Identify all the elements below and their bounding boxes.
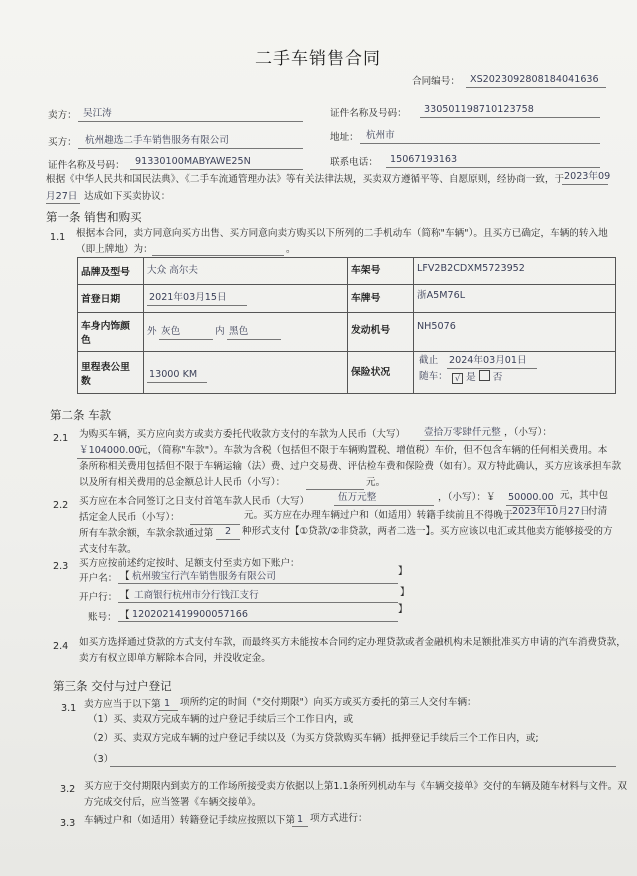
address-value: 杭州市 [366, 130, 395, 141]
p21-line3: 条所称相关费用包括但不限于车辆运输（法）费、过户交易费、评估检车费和保险费（如有）。双方特此确认，买方应该承担车款 [79, 461, 622, 472]
mileage-label-2: 数 [81, 376, 91, 387]
preamble-date-2: 月27日 [46, 191, 78, 202]
insurance-until-date: 2024年03月01日 [449, 355, 527, 366]
p31-num: 3.1 [61, 703, 77, 714]
vin-label: 车架号 [351, 265, 381, 276]
p21-num: 2.1 [53, 433, 69, 444]
address-label: 地址： [330, 132, 359, 143]
article1-title: 第一条 销售和购买 [46, 210, 142, 224]
p22-line2-c: 付清 [588, 506, 608, 517]
engine-label: 发动机号 [351, 325, 391, 336]
account-label: 账号： [88, 612, 117, 623]
yes-label: 是 [466, 372, 476, 383]
exterior-prefix: 外 [147, 326, 157, 337]
color-label-1: 车身内饰颜 [81, 321, 130, 332]
insurance-label: 保险状况 [351, 367, 391, 378]
yes-checkbox[interactable]: √ [452, 373, 463, 384]
p24-line1: 如买方选择通过贷款的方式支付车款，而最终买方未能按本合同约定办理贷款或者金融机构未足额批准买方申请的汽车消费贷款， [79, 637, 626, 648]
reg-date-value: 2021年03月15日 [149, 292, 227, 303]
p21-line4-end: 元。 [366, 477, 386, 488]
bank-value: 工商银行杭州市分行钱江支行 [134, 590, 259, 601]
p22-first-upper: 伍万元整 [338, 492, 377, 503]
color-label-2: 色 [81, 335, 91, 346]
interior-color: 黑色 [229, 326, 249, 337]
payee-label: 开户名： [79, 573, 118, 584]
buyer-id-label: 证件名称及号码： [48, 160, 125, 171]
no-label: 否 [492, 372, 503, 383]
p22-line1-b: ，（小写）：￥ [438, 492, 496, 503]
p21-line2: 元，（简称"车款"）。车款为含税（包括但不限于车辆购置税、增值税）车价，但不包含车辆的任何相关费用。本 [138, 445, 608, 456]
p24-line2: 卖方有权立即单方解除本合同，并没收定金。 [79, 653, 271, 664]
p33-line1-a: 车辆过户和（如适用）转籍登记手续应按照以下第 [84, 815, 296, 826]
p21-line1-b: ，（小写）： [504, 427, 552, 438]
p31-opt3: （3） [88, 754, 114, 765]
bank-bracket-open: 【 [120, 590, 130, 601]
interior-prefix: 内 [215, 326, 225, 337]
vehicle-info-table [77, 257, 616, 394]
reg-date-label: 首登日期 [81, 294, 121, 305]
p22-num: 2.2 [53, 500, 69, 511]
contract-no-value: XS2023092808184041636 [470, 74, 599, 85]
preamble-line2: 达成如下买卖协议： [84, 191, 171, 202]
payee-bracket-close: 】 [398, 566, 408, 577]
p21-amount-lower: ￥104000.00 [79, 445, 141, 456]
p11-num: 1.1 [50, 232, 66, 243]
article3-title: 第三条 交付与过户登记 [53, 679, 172, 693]
p32-line2: 方完成交付后，应当签署《车辆交接单》。 [84, 797, 262, 808]
exterior-color: 灰色 [161, 326, 181, 337]
p31-option: 1 [164, 698, 171, 709]
p22-option: 2 [225, 526, 232, 537]
p33-line1-b: 项方式进行： [310, 813, 368, 824]
vin-value: LFV2B2CDXM5723952 [417, 263, 525, 274]
brand-value: 大众 高尔夫 [147, 265, 199, 276]
contract-no-label: 合同编号： [412, 76, 460, 87]
p22-deadline: 2023年10月27日 [512, 506, 590, 517]
engine-value: NH5076 [417, 321, 456, 332]
p24-num: 2.4 [53, 641, 69, 652]
brand-label: 品牌及型号 [81, 267, 130, 278]
account-bracket-close: 】 [398, 604, 408, 615]
buyer-name: 杭州趣选二手车销售服务有限公司 [85, 135, 229, 146]
buyer-id-value: 91330100MABYAWE25N [135, 156, 251, 167]
plate-label: 车牌号 [351, 293, 381, 304]
p11-line2: （即上牌地）为： [76, 244, 153, 255]
seller-label: 卖方： [48, 110, 77, 121]
p32-num: 3.2 [60, 784, 76, 795]
with-car-label: 随车： [419, 371, 448, 382]
yes-option[interactable] [452, 370, 502, 384]
bank-bracket-close: 】 [400, 587, 410, 598]
p22-first-lower: 50000.00 [508, 492, 554, 503]
seller-name: 吴江涛 [83, 108, 112, 119]
buyer-label: 买方： [48, 137, 77, 148]
p22-line2-a: 括定金人民币（小写）： [79, 512, 180, 523]
p21-line4: 以及所有相关费用的总金额总计人民币（小写）： [79, 477, 286, 488]
p22-line3-b: 种形式支付【①贷款/②非贷款，两者二选一】。买方应该以电汇或其他卖方能够接受的方 [242, 526, 613, 537]
seller-id-value: 330501198710123758 [424, 104, 534, 115]
p22-line4: 式支付车款。 [79, 544, 137, 555]
contract-title: 二手车销售合同 [255, 49, 381, 69]
p31-opt2: （2）买、卖双方完成车辆的过户登记手续以及（为买方贷款购买车辆）抵押登记手续后三个工作日内，或; [88, 733, 539, 744]
p31-line1-a: 卖方应当于以下第 [84, 699, 161, 710]
p31-opt1: （1）买、卖双方完成车辆的过户登记手续后三个工作日内，或 [88, 714, 354, 725]
p22-line1-a: 买方应在本合同签订之日支付首笔车款人民币（大写） [79, 496, 310, 507]
mileage-value: 13000 KM [149, 369, 198, 380]
no-checkbox[interactable] [479, 370, 490, 381]
p21-line1-a: 为购买车辆，买方应向卖方或卖方委托代收款方支付的车款为人民币（大写） [79, 429, 406, 440]
phone-value: 15067193163 [390, 154, 458, 165]
seller-id-label: 证件名称及号码： [330, 108, 407, 119]
p23-line1: 买方应按前述约定按时、足额支付至卖方如下账户： [79, 558, 300, 569]
p22-line2-b: 元。买方应在办理车辆过户和（如适用）转籍手续前且不得晚于 [244, 510, 513, 521]
plate-value: 浙A5M76L [417, 290, 466, 301]
p21-amount-upper: 壹拾万零肆仟元整 [424, 427, 501, 438]
p33-num: 3.3 [60, 818, 76, 829]
p32-line1: 买方应于交付期限内到卖方的工作场所接受卖方依据以上第1.1条所列机动车与《车辆交接单》交付的车辆及随车材料与文件。双 [84, 781, 627, 792]
p11-line1: 根据本合同，卖方同意向买方出售、买方同意向卖方购买以下所列的二手机动车（简称"车辆"）。且买方已确定，车辆的转入地 [76, 228, 608, 239]
p23-num: 2.3 [53, 561, 69, 572]
bank-label: 开户行： [79, 592, 118, 603]
insurance-until-prefix: 截止 [419, 355, 439, 366]
payee-value: 杭州骏宝行汽车销售服务有限公司 [132, 571, 276, 582]
preamble-date-1: 2023年09 [564, 171, 611, 182]
phone-label: 联系电话： [330, 157, 378, 168]
payee-bracket-open: 【 [120, 571, 130, 582]
p22-line3-a: 所有车款余额，车款余款通过第 [79, 528, 214, 539]
p22-line1-c: 元，其中包 [560, 490, 608, 501]
p11-line2-end: 。 [286, 244, 296, 255]
account-value: 1202021419900057166 [132, 609, 248, 620]
p31-line1-b: 项所约定的时间（"交付期限"）向买方或买方委托的第三人交付车辆： [180, 697, 477, 708]
account-bracket-open: 【 [120, 610, 130, 621]
preamble-line1: 根据《中华人民共和国民法典》、《二手车流通管理办法》等有关法律法规，买卖双方遵循平等、自愿原则，经协商一致，于 [46, 174, 565, 185]
p33-option: 1 [297, 814, 304, 825]
mileage-label-1: 里程表公里 [81, 362, 130, 373]
article2-title: 第二条 车款 [50, 408, 112, 422]
